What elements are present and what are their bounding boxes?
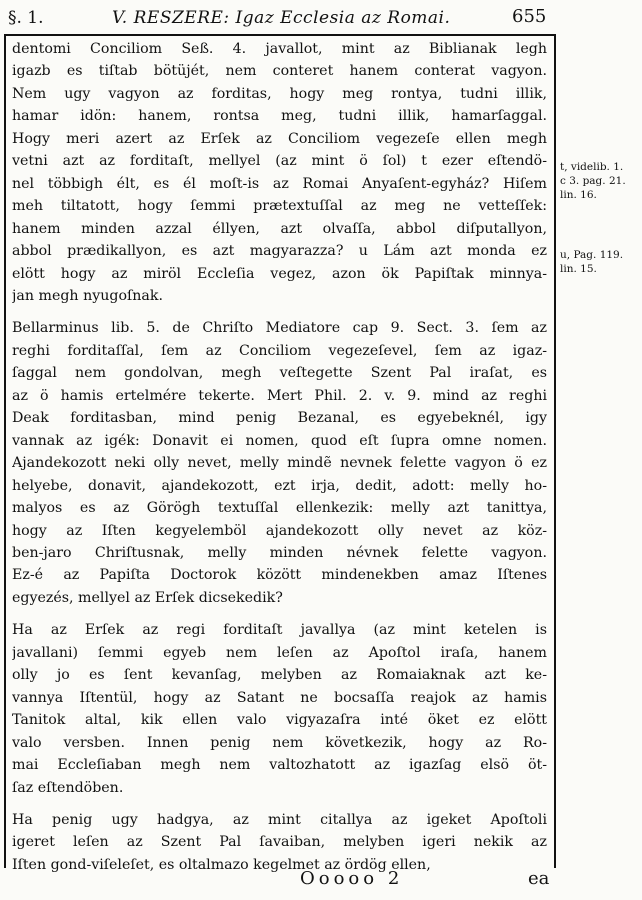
text-line: meh tiltatott, hogy ſemmi prætextuſſal az meg ne vetteſſek: bbox=[12, 198, 547, 215]
page-number: 655 bbox=[512, 6, 547, 27]
text-line: Ez-é az Papiſta Doctorok között mindenekben amaz Iſtenes bbox=[12, 567, 547, 584]
text-line: hogy az Iſten kegyelemböl ajandekozott olly nevet az köz- bbox=[12, 522, 547, 539]
text-line: Nem ugy vagyon az forditas, hogy meg rontya, tudni illik, bbox=[12, 85, 547, 102]
text-line: hanem minden azzal éllyen, azt olvaſſa, abbol diſputallyon, bbox=[12, 220, 547, 237]
text-line: vannya Iſtentül, hogy az Satant ne bocsaſſa reajok az hamis bbox=[12, 689, 547, 706]
paragraph-2 bbox=[12, 317, 547, 609]
text-line: mai Eccleſiaban megh nem valtozhatott az igazſag elsö öt- bbox=[12, 757, 547, 774]
text-line: igazb es tiſtab bötüjét, nem conteret hanem conterat vagyon. bbox=[12, 63, 547, 80]
text-line: igeret leſen az Szent Pal ſavaiban, melyben igeri nekik az bbox=[12, 834, 547, 851]
signature-mark: Ooooo 2 bbox=[300, 868, 404, 889]
margin-note-1 bbox=[560, 160, 640, 202]
text-line: abbol prædikallyon, es azt magyarazza? u Lám azt monda ez bbox=[12, 243, 547, 260]
margin-note-line: t, videlib. 1. bbox=[560, 161, 624, 173]
text-line: az ö hamis ertelmére tekerte. Mert Phil. 2. v. 9. mind az reghi bbox=[12, 387, 547, 404]
text-line: jan megh nyugoſnak. bbox=[12, 287, 163, 304]
text-line: nel többigh élt, es él moſt-is az Romai Anyaſent-egyház? Hiſem bbox=[12, 175, 547, 192]
text-line: Hogy meri azert az Erſek az Conciliom vegezeſe ellen megh bbox=[12, 130, 547, 147]
running-title: V. RESZERE: Igaz Ecclesia az Romai. bbox=[112, 8, 451, 28]
text-line: valo versben. Innen penig nem következik, hogy az Ro- bbox=[12, 734, 547, 751]
text-line: egyezés, mellyel az Erſek dicsekedik? bbox=[12, 589, 283, 606]
text-line: Ha penig ugy hadgya, az mint citallya az igeket Apoſtoli bbox=[12, 811, 547, 828]
text-line: Iſten gond-viſeleſet, es oltalmazo kegelmet az ördög ellen, bbox=[12, 856, 431, 873]
text-line: Ajandekozott neki olly nevet, melly mindẽ nevnek felette vagyon ö ez bbox=[12, 455, 547, 472]
text-line: malyos es az Görögh textuſſal ellenkezik: melly azt tanittya, bbox=[12, 500, 547, 517]
text-line: ben-jaro Chriſtusnak, melly minden névnek felette vagyon. bbox=[12, 544, 547, 561]
margin-note-line: lin. 16. bbox=[560, 189, 597, 201]
page-footer bbox=[0, 866, 642, 896]
margin-note-line: u, Pag. 119. bbox=[560, 249, 624, 261]
text-line: elött hogy az miröl Eccleſia vegez, azon ök Papiſtak minnya- bbox=[12, 265, 547, 282]
section-mark: §. 1. bbox=[8, 8, 44, 28]
paragraph-1 bbox=[12, 38, 547, 307]
main-text bbox=[12, 38, 547, 876]
running-head bbox=[6, 4, 546, 34]
catchword: ea bbox=[528, 868, 550, 889]
margin-note-line: c 3. pag. 21. bbox=[560, 175, 626, 187]
text-line: javallani) ſemmi egyeb nem leſen az Apoſtol iraſa, hanem bbox=[12, 644, 547, 661]
text-line: vetni azt az forditaſt, mellyel (az mint ö ſol) t ezer eſtendö- bbox=[12, 153, 547, 170]
paragraph-3 bbox=[12, 619, 547, 799]
text-line: ſaz eſtendöben. bbox=[12, 779, 124, 796]
text-line: reghi forditaſſal, ſem az Conciliom vegezeſevel, ſem az igaz- bbox=[12, 342, 547, 359]
text-line: helyebe, donavit, ajandekozott, ezt irja, dedit, adott: melly ho- bbox=[12, 477, 547, 494]
text-line: hamar idön: hanem, rontsa meg, tudni illik, hamarſaggal. bbox=[12, 108, 547, 125]
text-line: Bellarminus lib. 5. de Chriſto Mediatore cap 9. Sect. 3. ſem az bbox=[12, 320, 547, 337]
text-line: dentomi Conciliom Seß. 4. javallot, mint az Biblianak legh bbox=[12, 41, 547, 57]
text-line: Tanitok altal, kik ellen valo vigyazaſra inté öket ez elött bbox=[12, 712, 547, 729]
margin-note-2 bbox=[560, 248, 640, 276]
text-line: olly jo es ſent kevanſag, melyben az Romaiaknak azt ke- bbox=[12, 667, 547, 684]
text-line: vannak az igék: Donavit ei nomen, quod eſt ſupra omne nomen. bbox=[12, 432, 547, 449]
text-line: Ha az Erſek az regi forditaſt javallya (az mint ketelen is bbox=[12, 622, 547, 639]
text-line: Deak forditasban, mind penig Bezanal, es egyebeknél, igy bbox=[12, 410, 547, 427]
text-line: ſaggal nem gondolvan, megh veſtegette Szent Pal iraſat, es bbox=[12, 365, 547, 382]
margin-note-line: lin. 15. bbox=[560, 263, 597, 275]
